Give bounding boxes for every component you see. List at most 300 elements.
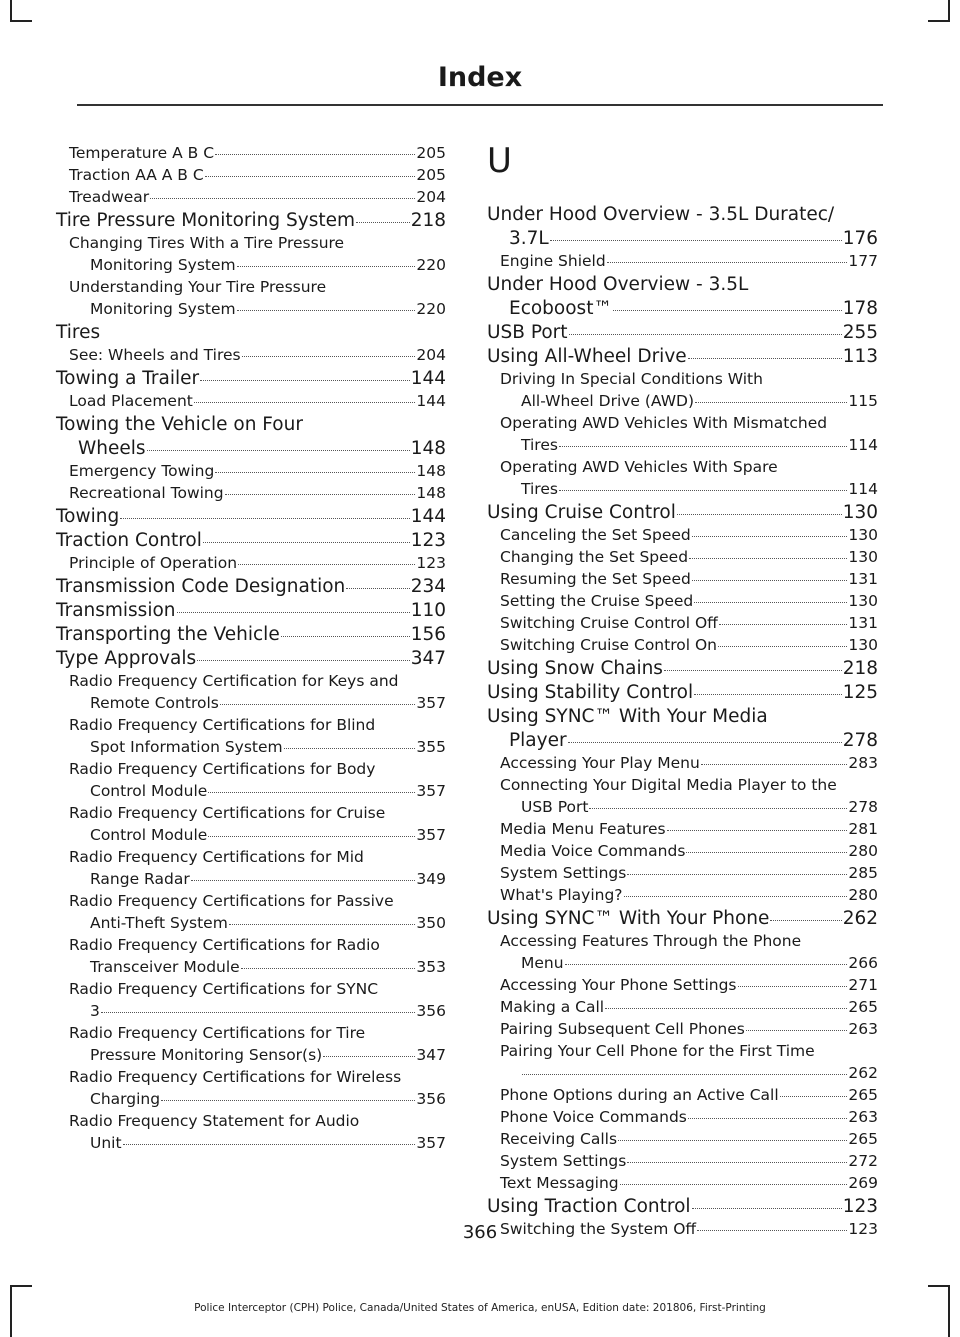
index-entry-text: Recreational Towing bbox=[69, 484, 224, 502]
index-entry-text: Range Radar bbox=[90, 870, 190, 888]
index-entry-text: Tire Pressure Monitoring System bbox=[56, 210, 356, 231]
index-page-number[interactable]: 280 bbox=[848, 886, 878, 904]
index-page-number[interactable]: 356 bbox=[416, 1090, 446, 1108]
dot-leader bbox=[686, 852, 847, 853]
index-entry-text: See: Wheels and Tires bbox=[69, 346, 241, 364]
crop-mark-top-right-v bbox=[948, 0, 950, 22]
index-subentry bbox=[56, 894, 446, 938]
index-page-number[interactable]: 110 bbox=[410, 600, 446, 621]
index-page-number[interactable]: 178 bbox=[842, 298, 878, 319]
dot-leader bbox=[607, 262, 848, 263]
index-entry-text: Text Messaging bbox=[500, 1174, 619, 1192]
index-page-number[interactable]: 123 bbox=[842, 1196, 878, 1217]
index-subentry bbox=[487, 528, 878, 550]
index-entry-text: Switching Cruise Control On bbox=[500, 636, 717, 654]
index-page-number[interactable]: 156 bbox=[410, 624, 446, 645]
index-entry bbox=[56, 626, 446, 650]
index-entry-text: USB Port bbox=[521, 798, 589, 816]
index-subentry bbox=[487, 778, 878, 822]
index-column-right bbox=[487, 141, 878, 1244]
dot-leader bbox=[203, 542, 410, 543]
index-entry-text: Radio Frequency Certifications for Passive bbox=[69, 892, 394, 910]
crop-mark-top-right-h bbox=[928, 20, 950, 22]
index-subentry bbox=[487, 1132, 878, 1154]
index-page-number[interactable]: 283 bbox=[848, 754, 878, 772]
dot-leader bbox=[123, 1144, 416, 1145]
index-page-number[interactable]: 357 bbox=[416, 694, 446, 712]
index-page-number[interactable]: 176 bbox=[842, 228, 878, 249]
index-entry-text: Towing bbox=[56, 506, 120, 527]
index-page-number[interactable]: 130 bbox=[848, 636, 878, 654]
index-page-number[interactable]: 123 bbox=[416, 554, 446, 572]
index-page-number[interactable]: 265 bbox=[848, 998, 878, 1016]
index-subentry bbox=[487, 572, 878, 594]
index-entry-text: Charging bbox=[90, 1090, 161, 1108]
index-entry-text: Under Hood Overview - 3.5L Duratec/ bbox=[487, 204, 835, 225]
dot-leader bbox=[215, 472, 415, 473]
index-entry-text: Tires bbox=[56, 322, 101, 343]
index-entry-text: Anti-Theft System bbox=[90, 914, 228, 932]
index-page-number[interactable]: 262 bbox=[842, 908, 878, 929]
index-subentry bbox=[56, 348, 446, 370]
index-subentry bbox=[56, 806, 446, 850]
dot-leader bbox=[627, 1162, 847, 1163]
index-subentry bbox=[56, 168, 446, 190]
dot-leader bbox=[356, 222, 410, 223]
index-letter-heading: U bbox=[487, 141, 512, 181]
index-page-number[interactable]: 347 bbox=[410, 648, 446, 669]
dot-leader bbox=[701, 764, 848, 765]
dot-leader bbox=[237, 310, 416, 311]
index-entry-text: Accessing Your Phone Settings bbox=[500, 976, 737, 994]
index-entry-text: Towing the Vehicle on Four bbox=[56, 414, 303, 435]
index-entry-text: Understanding Your Tire Pressure bbox=[69, 278, 327, 296]
index-page-number[interactable]: 356 bbox=[416, 1002, 446, 1020]
dot-leader bbox=[550, 240, 842, 241]
index-page-number[interactable]: 204 bbox=[416, 346, 446, 364]
dot-leader bbox=[613, 310, 842, 311]
index-entry bbox=[487, 660, 878, 684]
index-entry-text: Radio Frequency Certifications for Tire bbox=[69, 1024, 366, 1042]
index-entry-text: Using All-Wheel Drive bbox=[487, 346, 687, 367]
index-entry-text: Using SYNC™ With Your Phone bbox=[487, 908, 770, 929]
index-entry-text: Resuming the Set Speed bbox=[500, 570, 691, 588]
index-page-number[interactable]: 177 bbox=[848, 252, 878, 270]
page-title: Index bbox=[437, 62, 523, 93]
index-page-number[interactable]: 205 bbox=[416, 166, 446, 184]
index-subentry bbox=[56, 1026, 446, 1070]
dot-leader bbox=[559, 446, 847, 447]
dot-leader bbox=[150, 198, 415, 199]
index-subentry bbox=[487, 866, 878, 888]
index-subentry bbox=[56, 556, 446, 578]
footer-edition-info: Police Interceptor (CPH) Police, Canada/United States of America, enUSA, Edition date: 201806, First-Printing bbox=[194, 1302, 766, 1314]
index-page-number[interactable]: 220 bbox=[416, 256, 446, 274]
index-entry-text: Control Module bbox=[90, 782, 208, 800]
index-entry-text: Canceling the Set Speed bbox=[500, 526, 691, 544]
dot-leader bbox=[568, 742, 842, 743]
dot-leader bbox=[101, 1012, 416, 1013]
index-page-number[interactable]: 278 bbox=[848, 798, 878, 816]
index-entry-text: Player bbox=[509, 730, 567, 751]
dot-leader bbox=[242, 356, 416, 357]
index-entry bbox=[56, 508, 446, 532]
dot-leader bbox=[692, 1208, 842, 1209]
index-page-number[interactable]: 355 bbox=[416, 738, 446, 756]
index-subentry bbox=[487, 1110, 878, 1132]
dot-leader bbox=[191, 880, 416, 881]
dot-leader bbox=[605, 1008, 847, 1009]
index-subentry bbox=[487, 1088, 878, 1110]
index-entry-text: 3.7L bbox=[509, 228, 549, 249]
index-subentry bbox=[487, 978, 878, 1000]
dot-leader bbox=[215, 154, 415, 155]
index-entry-text: Switching the System Off bbox=[500, 1220, 697, 1238]
index-entry-text: Making a Call bbox=[500, 998, 605, 1016]
index-entry-text: Accessing Your Play Menu bbox=[500, 754, 700, 772]
index-entry-text: Pairing Subsequent Cell Phones bbox=[500, 1020, 745, 1038]
index-entry-text: Transporting the Vehicle bbox=[56, 624, 280, 645]
index-page-number[interactable]: 285 bbox=[848, 864, 878, 882]
crop-mark-bottom-left-h bbox=[10, 1285, 32, 1287]
dot-leader bbox=[692, 536, 848, 537]
index-entry-text: Tires bbox=[521, 436, 558, 454]
index-entry-text: Temperature A B C bbox=[69, 144, 215, 162]
index-entry-text: Monitoring System bbox=[90, 256, 236, 274]
index-page-number[interactable]: 113 bbox=[842, 346, 878, 367]
index-subentry bbox=[487, 934, 878, 978]
index-entry-text: Emergency Towing bbox=[69, 462, 215, 480]
index-entry-text: Media Menu Features bbox=[500, 820, 666, 838]
index-subentry bbox=[56, 394, 446, 416]
dot-leader bbox=[695, 402, 847, 403]
index-entry bbox=[56, 324, 446, 348]
index-entry-text: Wheels bbox=[78, 438, 146, 459]
dot-leader bbox=[147, 450, 410, 451]
dot-leader bbox=[281, 636, 410, 637]
dot-leader bbox=[664, 670, 842, 671]
index-entry bbox=[56, 578, 446, 602]
index-entry-text: System Settings bbox=[500, 1152, 627, 1170]
index-page-number[interactable]: 262 bbox=[848, 1064, 878, 1082]
index-subentry bbox=[56, 146, 446, 168]
index-subentry bbox=[487, 888, 878, 910]
index-entry-text: Under Hood Overview - 3.5L bbox=[487, 274, 749, 295]
index-page-number[interactable]: 148 bbox=[416, 484, 446, 502]
index-entry-text: Traction Control bbox=[56, 530, 202, 551]
index-page-number[interactable]: 115 bbox=[848, 392, 878, 410]
dot-leader bbox=[161, 1100, 415, 1101]
index-entry-text: Accessing Features Through the Phone bbox=[500, 932, 802, 950]
index-page-number[interactable]: 218 bbox=[410, 210, 446, 231]
index-page-number[interactable]: 218 bbox=[842, 658, 878, 679]
index-subentry bbox=[487, 616, 878, 638]
index-entry-text: Radio Frequency Certifications for Radio bbox=[69, 936, 380, 954]
dot-leader bbox=[694, 602, 847, 603]
index-entry bbox=[487, 708, 878, 756]
index-entry-text: Transceiver Module bbox=[90, 958, 240, 976]
dot-leader bbox=[692, 580, 848, 581]
dot-leader bbox=[677, 514, 842, 515]
crop-mark-top-left-h bbox=[10, 20, 32, 22]
dot-leader bbox=[120, 518, 409, 519]
dot-leader bbox=[780, 1096, 848, 1097]
index-page-number[interactable]: 347 bbox=[416, 1046, 446, 1064]
index-subentry bbox=[487, 1044, 878, 1088]
index-subentry bbox=[487, 1176, 878, 1198]
index-entry-text: Pairing Your Cell Phone for the First Time bbox=[500, 1042, 815, 1060]
index-page-number[interactable]: 205 bbox=[416, 144, 446, 162]
index-subentry bbox=[487, 254, 878, 276]
index-entry bbox=[487, 206, 878, 254]
dot-leader bbox=[208, 792, 415, 793]
index-entry-text: Spot Information System bbox=[90, 738, 283, 756]
index-subentry bbox=[56, 486, 446, 508]
index-page-number[interactable]: 148 bbox=[416, 462, 446, 480]
dot-leader bbox=[565, 964, 848, 965]
dot-leader bbox=[738, 986, 848, 987]
dot-leader bbox=[522, 1074, 847, 1075]
index-entry-text: Engine Shield bbox=[500, 252, 606, 270]
index-page-number[interactable]: 220 bbox=[416, 300, 446, 318]
index-page-number[interactable]: 130 bbox=[848, 526, 878, 544]
index-subentry bbox=[487, 638, 878, 660]
index-entry-text: Using SYNC™ With Your Media bbox=[487, 706, 768, 727]
dot-leader bbox=[200, 380, 410, 381]
index-entry bbox=[56, 416, 446, 464]
index-entry-text: Pressure Monitoring Sensor(s) bbox=[90, 1046, 323, 1064]
index-entry bbox=[56, 532, 446, 556]
index-page-number[interactable]: 144 bbox=[416, 392, 446, 410]
index-subentry bbox=[56, 464, 446, 486]
index-subentry bbox=[56, 718, 446, 762]
index-entry-text: USB Port bbox=[487, 322, 568, 343]
index-entry bbox=[487, 684, 878, 708]
dot-leader bbox=[569, 334, 842, 335]
index-subentry bbox=[487, 416, 878, 460]
index-entry-text: Switching Cruise Control Off bbox=[500, 614, 718, 632]
dot-leader bbox=[688, 1118, 848, 1119]
dot-leader bbox=[197, 660, 410, 661]
index-page-number[interactable]: 148 bbox=[410, 438, 446, 459]
index-subentry bbox=[56, 1114, 446, 1158]
page-number: 366 bbox=[462, 1222, 498, 1243]
index-page-number[interactable]: 130 bbox=[848, 548, 878, 566]
index-subentry bbox=[487, 1154, 878, 1176]
index-page-number[interactable]: 278 bbox=[842, 730, 878, 751]
index-entry-text: Operating AWD Vehicles With Spare bbox=[500, 458, 778, 476]
crop-mark-top-left-v bbox=[10, 0, 12, 22]
index-subentry bbox=[487, 1000, 878, 1022]
index-entry-text: Phone Options during an Active Call bbox=[500, 1086, 779, 1104]
index-entry bbox=[56, 212, 446, 236]
dot-leader bbox=[589, 808, 847, 809]
index-page-number[interactable]: 349 bbox=[416, 870, 446, 888]
index-subentry bbox=[56, 674, 446, 718]
index-page-number[interactable]: 123 bbox=[848, 1220, 878, 1238]
index-page-number[interactable]: 204 bbox=[416, 188, 446, 206]
dot-leader bbox=[229, 924, 416, 925]
index-column-left bbox=[56, 146, 446, 1158]
index-entry-text: Changing Tires With a Tire Pressure bbox=[69, 234, 345, 252]
dot-leader bbox=[770, 920, 841, 921]
index-entry-text: Tires bbox=[521, 480, 558, 498]
index-entry-text: Setting the Cruise Speed bbox=[500, 592, 694, 610]
index-entry-text: Remote Controls bbox=[90, 694, 219, 712]
index-page-number[interactable]: 272 bbox=[848, 1152, 878, 1170]
index-page-number[interactable]: 123 bbox=[410, 530, 446, 551]
index-entry-text: Towing a Trailer bbox=[56, 368, 200, 389]
index-entry-text: Monitoring System bbox=[90, 300, 236, 318]
index-entry bbox=[56, 650, 446, 674]
index-entry-text: Radio Frequency Certification for Keys and bbox=[69, 672, 399, 690]
dot-leader bbox=[237, 266, 416, 267]
dot-leader bbox=[284, 748, 416, 749]
index-page-number[interactable]: 234 bbox=[410, 576, 446, 597]
index-subentry bbox=[487, 844, 878, 866]
dot-leader bbox=[688, 358, 842, 359]
index-entry-text: Using Cruise Control bbox=[487, 502, 676, 523]
index-subentry bbox=[56, 1070, 446, 1114]
dot-leader bbox=[719, 624, 848, 625]
index-entry-text: Connecting Your Digital Media Player to the bbox=[500, 776, 837, 794]
index-entry-text: Control Module bbox=[90, 826, 208, 844]
index-page-number[interactable]: 114 bbox=[848, 436, 878, 454]
index-entry-text: Unit bbox=[90, 1134, 122, 1152]
index-entry-text: Radio Frequency Certifications for Blind bbox=[69, 716, 376, 734]
index-page-number[interactable]: 255 bbox=[842, 322, 878, 343]
index-page-number[interactable]: 131 bbox=[848, 614, 878, 632]
index-entry-text: Menu bbox=[521, 954, 564, 972]
index-entry bbox=[487, 324, 878, 348]
index-entry-text: Radio Frequency Certifications for Wireless bbox=[69, 1068, 402, 1086]
index-entry-text: 3 bbox=[90, 1002, 100, 1020]
index-page-number[interactable]: 144 bbox=[410, 506, 446, 527]
dot-leader bbox=[746, 1030, 848, 1031]
index-entry-text: Radio Frequency Certifications for Body bbox=[69, 760, 376, 778]
index-subentry bbox=[56, 938, 446, 982]
index-subentry bbox=[487, 460, 878, 504]
index-entry-text: Using Traction Control bbox=[487, 1196, 691, 1217]
index-page-number[interactable]: 114 bbox=[848, 480, 878, 498]
index-entry-text: Radio Frequency Statement for Audio bbox=[69, 1112, 360, 1130]
index-page-number[interactable]: 263 bbox=[848, 1020, 878, 1038]
index-entry-text: Principle of Operation bbox=[69, 554, 238, 572]
index-page-number[interactable]: 271 bbox=[848, 976, 878, 994]
index-page-number[interactable]: 263 bbox=[848, 1108, 878, 1126]
index-page-number[interactable]: 265 bbox=[848, 1130, 878, 1148]
index-entry-text: Driving In Special Conditions With bbox=[500, 370, 763, 388]
index-entry bbox=[487, 276, 878, 324]
index-subentry bbox=[487, 822, 878, 844]
index-entry-text: Changing the Set Speed bbox=[500, 548, 689, 566]
index-subentry bbox=[487, 550, 878, 572]
dot-leader bbox=[618, 1140, 847, 1141]
index-page-number[interactable]: 144 bbox=[410, 368, 446, 389]
index-page-number[interactable]: 131 bbox=[848, 570, 878, 588]
dot-leader bbox=[620, 1184, 848, 1185]
index-subentry bbox=[487, 594, 878, 616]
index-entry-text: Radio Frequency Certifications for Mid bbox=[69, 848, 364, 866]
dot-leader bbox=[689, 558, 847, 559]
dot-leader bbox=[238, 564, 415, 565]
index-entry-text: Transmission bbox=[56, 600, 176, 621]
index-entry bbox=[56, 602, 446, 626]
index-page-number[interactable]: 280 bbox=[848, 842, 878, 860]
index-subentry bbox=[56, 280, 446, 324]
index-entry-text: Load Placement bbox=[69, 392, 193, 410]
index-page-number[interactable]: 125 bbox=[842, 682, 878, 703]
index-entry-text: Radio Frequency Certifications for SYNC bbox=[69, 980, 379, 998]
dot-leader bbox=[718, 646, 847, 647]
index-entry-text: What's Playing? bbox=[500, 886, 623, 904]
index-page-number[interactable]: 350 bbox=[416, 914, 446, 932]
index-entry bbox=[56, 370, 446, 394]
dot-leader bbox=[346, 588, 409, 589]
dot-leader bbox=[225, 494, 416, 495]
dot-leader bbox=[205, 176, 416, 177]
index-subentry bbox=[56, 982, 446, 1026]
index-entry-text: Type Approvals bbox=[56, 648, 197, 669]
index-entry-text: Treadwear bbox=[69, 188, 150, 206]
title-divider bbox=[77, 104, 883, 106]
index-subentry bbox=[56, 850, 446, 894]
dot-leader bbox=[323, 1056, 415, 1057]
dot-leader bbox=[559, 490, 847, 491]
dot-leader bbox=[694, 694, 842, 695]
index-entry-text: Traction AA A B C bbox=[69, 166, 204, 184]
dot-leader bbox=[177, 612, 410, 613]
index-entry bbox=[487, 1198, 878, 1222]
index-entry bbox=[487, 504, 878, 528]
index-entry-text: Using Stability Control bbox=[487, 682, 694, 703]
index-entry-text: All-Wheel Drive (AWD) bbox=[521, 392, 694, 410]
index-entry-text: Radio Frequency Certifications for Cruise bbox=[69, 804, 386, 822]
index-subentry bbox=[56, 762, 446, 806]
index-page-number[interactable]: 357 bbox=[416, 826, 446, 844]
dot-leader bbox=[194, 402, 416, 403]
index-entry-text: System Settings bbox=[500, 864, 627, 882]
index-page-number[interactable]: 130 bbox=[842, 502, 878, 523]
index-subentry bbox=[56, 190, 446, 212]
index-entry-text: Using Snow Chains bbox=[487, 658, 663, 679]
index-entry-text: Phone Voice Commands bbox=[500, 1108, 687, 1126]
index-entry-text: Media Voice Commands bbox=[500, 842, 686, 860]
index-page-number[interactable]: 357 bbox=[416, 1134, 446, 1152]
index-page-number[interactable]: 265 bbox=[848, 1086, 878, 1104]
index-subentry bbox=[56, 236, 446, 280]
crop-mark-bottom-right-h bbox=[928, 1285, 950, 1287]
index-subentry bbox=[487, 756, 878, 778]
dot-leader bbox=[667, 830, 848, 831]
dot-leader bbox=[220, 704, 416, 705]
index-page-number[interactable]: 281 bbox=[848, 820, 878, 838]
index-page-number[interactable]: 357 bbox=[416, 782, 446, 800]
index-entry-text: Receiving Calls bbox=[500, 1130, 618, 1148]
index-page-number[interactable]: 353 bbox=[416, 958, 446, 976]
index-page-number[interactable]: 266 bbox=[848, 954, 878, 972]
index-subentry bbox=[487, 372, 878, 416]
index-entry-text: Operating AWD Vehicles With Mismatched bbox=[500, 414, 828, 432]
index-subentry bbox=[487, 1022, 878, 1044]
index-page-number[interactable]: 269 bbox=[848, 1174, 878, 1192]
index-entry bbox=[487, 910, 878, 934]
index-entry bbox=[487, 348, 878, 372]
index-entry-text: Ecoboost™ bbox=[509, 298, 612, 319]
dot-leader bbox=[208, 836, 415, 837]
dot-leader bbox=[241, 968, 416, 969]
index-page-number[interactable]: 130 bbox=[848, 592, 878, 610]
